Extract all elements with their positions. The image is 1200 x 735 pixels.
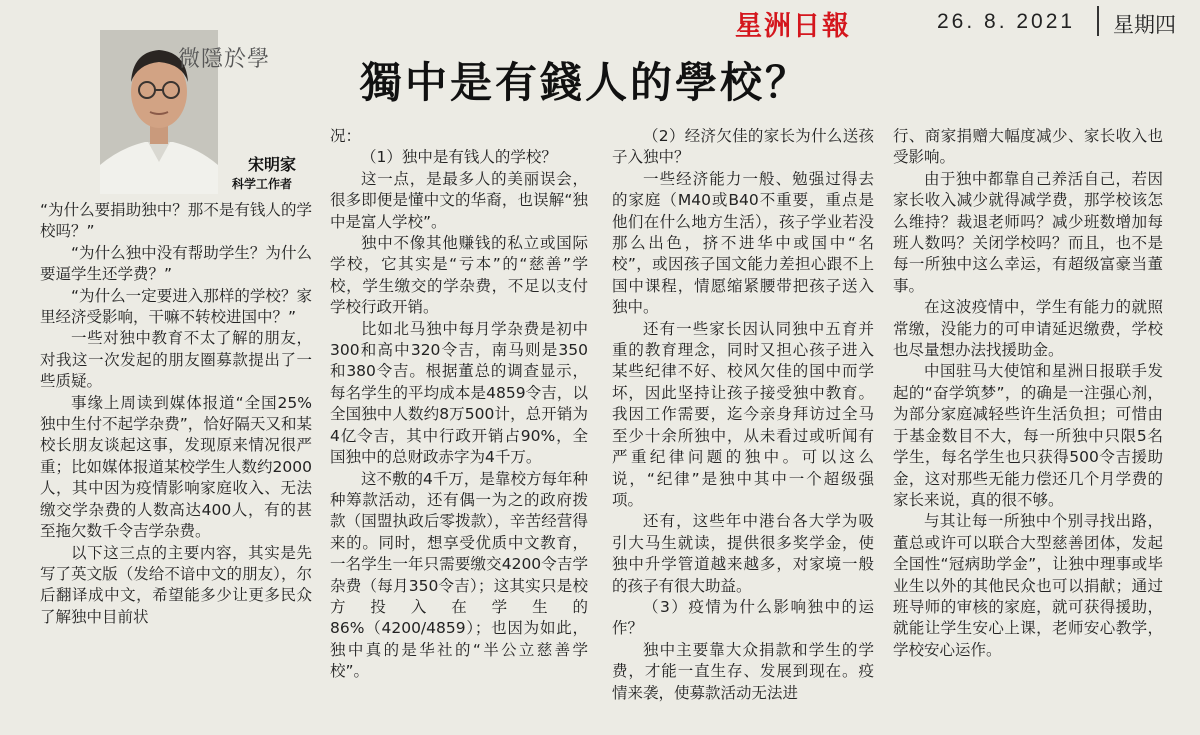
masthead (735, 0, 1200, 44)
text-column-2 (330, 126, 588, 683)
text-column-3 (612, 126, 874, 704)
paragraph: “为什么独中没有帮助学生？为什么要逼学生还学费？” (40, 243, 312, 284)
header-divider (1097, 6, 1099, 36)
paragraph: 以下这三点的主要内容，其实是先写了英文版（发给不谙中文的朋友），尔后翻译成中文，希望能多少让更多民众了解独中目前状 (40, 543, 312, 626)
paragraph: 中国驻马大使馆和星洲日报联手发起的“奋学筑梦”，的确是一注强心剂，为部分家庭减轻些许生活负担；可惜由于基金数目不大，每一所独中只限5名学生，每名学生也只获得500令吉援助金，这对那些无能力偿还几个月学费的家长来说，真的很不够。 (893, 362, 1163, 509)
article-headline: 獨中是有錢人的學校？ (360, 58, 811, 107)
section-heading: （2）经济欠佳的家长为什么送孩子入独中？ (612, 127, 874, 167)
paragraph: 一些经济能力一般、勉强过得去的家庭（M40或B40不重要，重点是他们在什么地方生活），孩子学业若没那么出色，挤不进华中或国中“名校”，或因孩子国文能力差担心跟不上国中课程，情愿缩紧腰带把孩子送入独中。 (612, 169, 874, 317)
paragraph: 况： (330, 127, 362, 145)
publication-date: 26. 8. 2021 (937, 10, 1076, 33)
paragraph: 比如北马独中每月学杂费是初中300和高中320令吉，南马则是350和380令吉。根据董总的调查显示，每名学生的平均成本是4859令吉，以全国独中人数约8万500计，总开销为4亿令吉，其中行政开销占90%，全国独中的总财政赤字为4千万。 (330, 319, 588, 467)
paragraph: 独中主要靠大众捐款和学生的学费，才能一直生存、发展到现在。疫情来袭，使募款活动无法进 (612, 640, 874, 702)
text-column-4 (893, 126, 1163, 661)
paragraph: 事缘上周读到媒体报道“全国25%独中生付不起学杂费”，恰好隔天又和某校长朋友谈起这事，发现原来情况很严重；比如媒体报道某校学生人数约2000人，其中因为疫情影响家庭收入、无法缴交学杂费的人数高达400人，有的甚至拖欠数千令吉学杂费。 (40, 393, 312, 541)
column-name: 微隱於學 (178, 47, 271, 72)
column-header (100, 30, 305, 195)
paragraph: “为什么要捐助独中？那不是有钱人的学校吗？” (40, 201, 312, 241)
paragraph: 这不敷的4千万，是靠校方每年种种筹款活动，还有偶一为之的政府拨款（国盟执政后零拨款），辛苦经营得来的。同时，想享受优质中文教育，一名学生一年只需要缴交4200令吉学杂费（每月350令吉）；这其实只是校方投入在学生的86%（4200/4859）；也因为如此，独中真的是华社的“半公立慈善学校”。 (330, 469, 588, 681)
paragraph: 在这波疫情中，学生有能力的就照常缴，没能力的可申请延迟缴费，学校也尽量想办法找援助金。 (893, 298, 1163, 360)
paragraph: 还有一些家长因认同独中五育并重的教育理念，同时又担心孩子进入某些纪律不好、校风欠佳的国中而学坏，因此坚持让孩子接受独中教育。我因工作需要，迄今亲身拜访过全马至少十余所独中，从未看过或听闻有严重纪律问题的独中。可以这么说，“纪律”是独中其中一个超级强项。 (612, 319, 874, 509)
author-title: 科学工作者 (232, 177, 293, 191)
paragraph: 与其让每一所独中个别寻找出路，董总或许可以联合大型慈善团体，发起全国性“冠病助学金”，让独中理事或毕业生以外的其他民众也可以捐献；通过班导师的审核的家庭，就可获得援助，就能让学生安心上课，老师安心教学，学校安心运作。 (893, 512, 1163, 659)
paragraph: 独中不像其他赚钱的私立或国际学校，它其实是“亏本”的“慈善”学校，学生缴交的学杂费，不足以支付学校行政开销。 (330, 234, 588, 317)
publication-weekday: 星期四 (1113, 13, 1176, 37)
paragraph: 这一点，是最多人的美丽误会，很多即便是懂中文的华裔，也误解“独中是富人学校”。 (330, 169, 588, 231)
author-name: 宋明家 (248, 155, 297, 174)
section-heading: （3）疫情为什么影响独中的运作？ (612, 597, 874, 638)
paragraph: 行、商家捐赠大幅度减少、家长收入也受影响。 (893, 127, 1163, 167)
section-heading: （1）独中是有钱人的学校？ (361, 148, 557, 167)
paragraph: 一些对独中教育不太了解的朋友，对我这一次发起的朋友圈募款提出了一些质疑。 (40, 329, 312, 391)
text-column-1 (40, 200, 312, 628)
paragraph: 由于独中都靠自己养活自己，若因家长收入减少就得减学费，那学校该怎么维持？裁退老师吗？减少班数增加每班人数吗？关闭学校吗？而且，也不是每一所独中这么幸运，有超级富豪当董事。 (893, 169, 1163, 295)
paragraph: 还有，这些年中港台各大学为吸引大马生就读，提供很多奖学金，使独中升学管道越来越多，对家境一般的孩子有很大助益。 (612, 512, 874, 595)
paper-name-logo: 星洲日報 (735, 11, 851, 42)
paragraph: “为什么一定要进入那样的学校？家里经济受影响，干嘛不转校进国中？” (40, 286, 312, 327)
